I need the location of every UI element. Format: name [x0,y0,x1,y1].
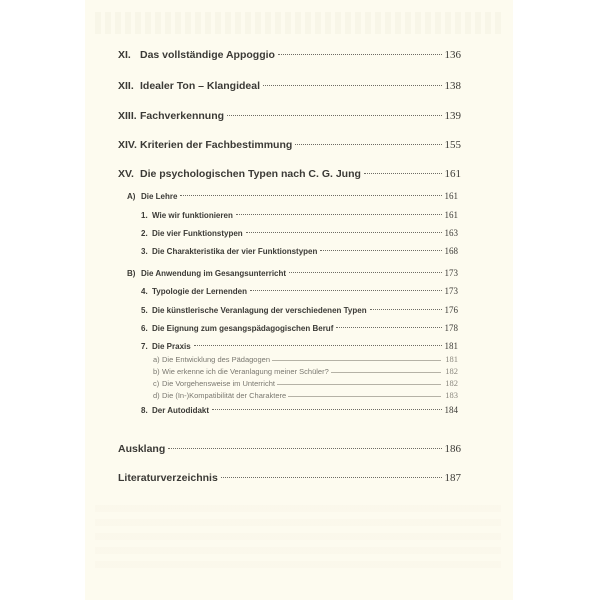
toc-entry-chapter-xi[interactable] [118,49,461,61]
section-letter: A) [127,192,136,201]
toc-entry-item-1[interactable] [141,210,458,220]
subitem-title: Die (In-)Kompatibilität der Charaktere [162,391,287,400]
toc-entry-chapter-xii[interactable] [118,80,461,92]
section-letter: B) [127,269,136,278]
toc-entry-item-6[interactable] [141,323,458,333]
toc-entry-chapter-xiii[interactable] [118,110,461,122]
dot-leader [320,250,441,251]
item-number: 7. [141,342,148,351]
toc-entry-section-a[interactable] [127,191,458,201]
toc-entry-chapter-xiv[interactable] [118,139,461,151]
page-number: 176 [444,305,458,315]
item-number: 2. [141,229,148,238]
chapter-title: Kriterien der Fachbestimmung [140,139,293,151]
toc-entry-item-5[interactable] [141,305,458,315]
subitem-letter: d) [153,391,160,400]
page-number: 181 [444,341,458,351]
line-leader [272,360,441,361]
dot-leader [227,115,441,116]
toc-entry-item-7[interactable] [141,341,458,351]
dot-leader [246,232,442,233]
toc-entry-item-8[interactable] [141,405,458,415]
chapter-number: XV. [118,168,134,180]
page-number: 173 [444,268,458,278]
page-number: 155 [444,139,461,151]
dot-leader [278,54,442,55]
page-number: 139 [444,110,461,122]
page-number: 173 [444,286,458,296]
dot-leader [236,214,442,215]
page-number: 161 [444,210,458,220]
dot-leader [370,309,442,310]
chapter-title: Das vollständige Appoggio [140,49,275,61]
toc-entry-item-3[interactable] [141,246,458,256]
chapter-number: XII. [118,80,134,92]
dot-leader [289,272,441,273]
dot-leader [263,85,441,86]
dot-leader [295,144,441,145]
toc-entry-ausklang[interactable] [118,443,461,455]
chapter-title: Die psychologischen Typen nach C. G. Jung [140,168,361,180]
subitem-letter: b) [153,367,160,376]
toc-entry-subitem-a[interactable] [153,354,458,364]
page-number: 182 [445,378,458,388]
page-number: 161 [444,168,461,180]
dot-leader [180,195,441,196]
page-number: 168 [444,246,458,256]
toc-entry-literaturverzeichnis[interactable] [118,472,461,484]
page-number: 161 [444,191,458,201]
subitem-title: Die Vorgehensweise im Unterricht [162,379,275,388]
toc-entry-chapter-xv[interactable] [118,168,461,180]
chapter-number: XI. [118,49,131,61]
toc-entry-subitem-c[interactable] [153,378,458,388]
item-title: Wie wir funktionieren [152,211,233,220]
dot-leader [168,448,441,449]
page-number: 178 [444,323,458,333]
dot-leader [212,409,441,410]
dot-leader [250,290,442,291]
dot-leader [364,173,442,174]
item-title: Die vier Funktionstypen [152,229,243,238]
page-number: 138 [444,80,461,92]
item-title: Die Eignung zum gesangspädagogischen Beruf [152,324,334,333]
page-number: 182 [445,366,458,376]
item-title: Die künstlerische Veranlagung der verschiedenen Typen [152,306,367,315]
dot-leader [336,327,441,328]
page-number: 163 [444,228,458,238]
section-title: Die Anwendung im Gesangsunterricht [141,269,287,278]
bleed-through-texture-bottom [95,505,501,575]
line-leader [288,396,441,397]
section-title: Die Lehre [141,192,178,201]
book-page [85,0,513,600]
page-number: 181 [445,354,458,364]
chapter-number: XIII. [118,110,137,122]
dot-leader [221,477,442,478]
dot-leader [194,345,442,346]
chapter-title: Idealer Ton – Klangideal [140,80,261,92]
subitem-letter: c) [153,379,160,388]
toc-entry-subitem-b[interactable] [153,366,458,376]
bleed-through-texture-top [95,12,501,34]
line-leader [331,372,441,373]
page-number: 183 [445,390,458,400]
page-number: 136 [444,49,461,61]
back-matter-title: Ausklang [118,443,166,455]
subitem-title: Wie erkenne ich die Veranlagung meiner Schüler? [162,367,329,376]
item-number: 8. [141,406,148,415]
item-title: Typologie der Lernenden [152,287,247,296]
page-number: 184 [444,405,458,415]
page-number: 187 [444,472,461,484]
back-matter-title: Literaturverzeichnis [118,472,218,484]
line-leader [277,384,441,385]
toc-entry-section-b[interactable] [127,268,458,278]
chapter-title: Fachverkennung [140,110,225,122]
toc-entry-subitem-d[interactable] [153,390,458,400]
item-title: Die Praxis [152,342,191,351]
item-number: 4. [141,287,148,296]
chapter-number: XIV. [118,139,137,151]
item-number: 6. [141,324,148,333]
subitem-title: Die Entwicklung des Pädagogen [162,355,270,364]
item-title: Die Charakteristika der vier Funktionstypen [152,247,318,256]
subitem-letter: a) [153,355,160,364]
item-title: Der Autodidakt [152,406,210,415]
item-number: 5. [141,306,148,315]
page-number: 186 [444,443,461,455]
item-number: 1. [141,211,148,220]
toc-entry-item-2[interactable] [141,228,458,238]
item-number: 3. [141,247,148,256]
toc-entry-item-4[interactable] [141,286,458,296]
